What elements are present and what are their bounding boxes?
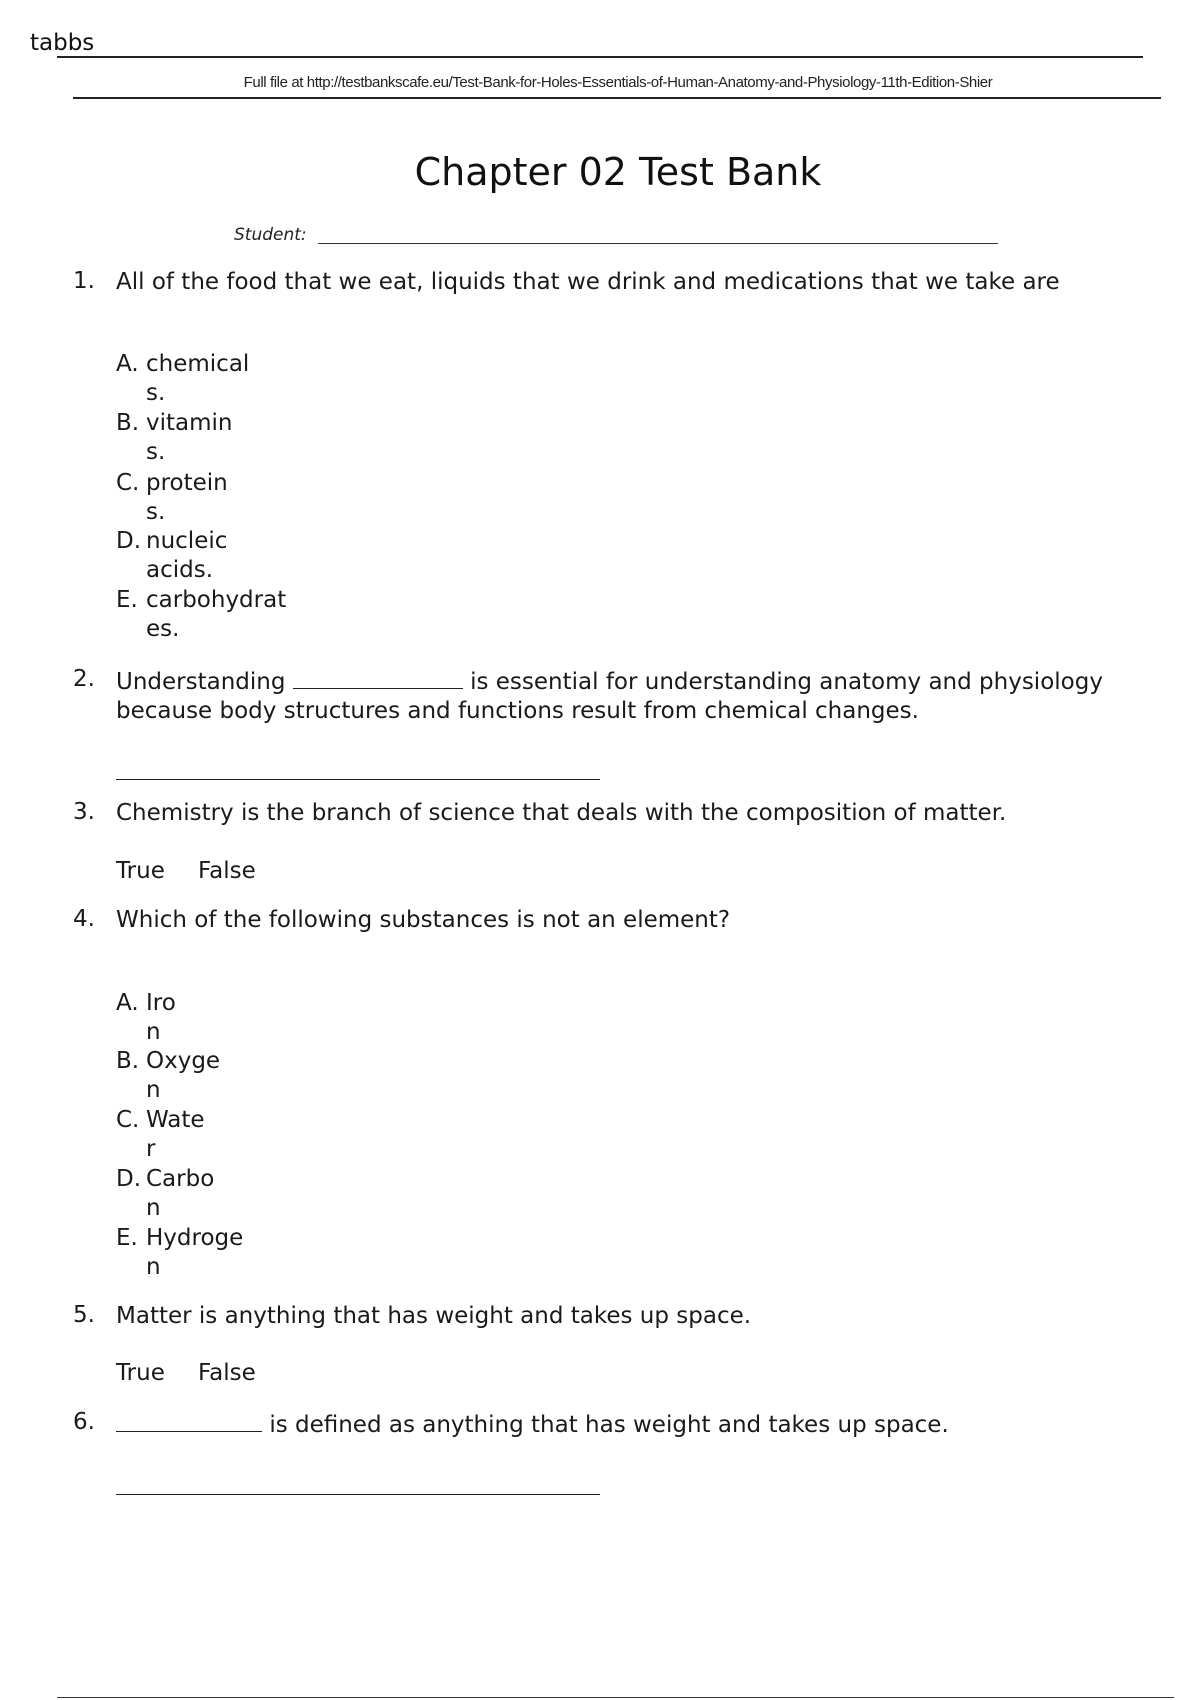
- option-text: Wate: [146, 1107, 205, 1133]
- option-letter: C.: [116, 470, 140, 496]
- option-letter: E.: [116, 587, 138, 613]
- question-text-start: Understanding: [116, 669, 286, 695]
- option-text: vitamin: [146, 410, 233, 436]
- question-text-end: is essential for understanding anatomy and physiology: [470, 669, 1103, 695]
- true-option[interactable]: True: [116, 858, 165, 884]
- option-letter: B.: [116, 410, 140, 436]
- false-option[interactable]: False: [198, 1360, 256, 1386]
- question-text: [116, 666, 1186, 726]
- answer-option[interactable]: [116, 350, 249, 408]
- option-letter: D.: [116, 1166, 142, 1192]
- student-name-field[interactable]: [318, 243, 998, 244]
- question-number: 1.: [73, 268, 95, 294]
- option-text: Hydroge: [146, 1225, 244, 1251]
- answer-option[interactable]: [116, 1106, 205, 1164]
- option-text-wrap: n: [146, 1254, 161, 1280]
- true-option[interactable]: True: [116, 1360, 165, 1386]
- question-number: 5.: [73, 1302, 95, 1328]
- answer-option[interactable]: [116, 409, 233, 467]
- answer-option[interactable]: [116, 1047, 220, 1105]
- option-letter: A.: [116, 351, 139, 377]
- question-number: 3.: [73, 799, 95, 825]
- question-text-end: is defined as anything that has weight and takes up space.: [269, 1412, 949, 1438]
- source-note: Full file at http://testbankscafe.eu/Test-Bank-for-Holes-Essentials-of-Human-Anatomy-and-Physiology-11th-Edition-Shier: [243, 74, 993, 91]
- question-number: 6.: [73, 1409, 95, 1435]
- question-number: 4.: [73, 906, 95, 932]
- option-text-wrap: n: [146, 1077, 161, 1103]
- subheader-rule: [73, 97, 1161, 99]
- option-letter: D.: [116, 528, 142, 554]
- question-number: 2.: [73, 666, 95, 692]
- option-letter: B.: [116, 1048, 140, 1074]
- answer-line[interactable]: [116, 1494, 600, 1495]
- option-text: carbohydrat: [146, 587, 287, 613]
- header-rule: [57, 56, 1143, 58]
- question-text: Matter is anything that has weight and takes up space.: [116, 1303, 752, 1329]
- answer-option[interactable]: [116, 989, 176, 1047]
- option-letter: C.: [116, 1107, 140, 1133]
- false-option[interactable]: False: [198, 858, 256, 884]
- option-text-wrap: r: [146, 1136, 156, 1162]
- option-text: chemical: [146, 351, 250, 377]
- answer-option[interactable]: [116, 1224, 243, 1282]
- question-text: Which of the following substances is not an element?: [116, 907, 731, 933]
- option-letter: E.: [116, 1225, 138, 1251]
- student-label: Student:: [234, 225, 307, 245]
- question-text-line2: because body structures and functions result from chemical changes.: [116, 698, 919, 724]
- page-title: Chapter 02 Test Bank: [414, 150, 822, 194]
- option-text-wrap: s.: [146, 439, 166, 465]
- answer-option[interactable]: [116, 586, 286, 644]
- option-text: Oxyge: [146, 1048, 221, 1074]
- option-text-wrap: s.: [146, 380, 166, 406]
- answer-option[interactable]: [116, 1165, 214, 1223]
- inline-blank: [116, 1409, 262, 1432]
- question-text: All of the food that we eat, liquids that we drink and medications that we take are: [116, 269, 1060, 295]
- option-text: protein: [146, 470, 228, 496]
- inline-blank: [293, 666, 463, 689]
- option-text-wrap: n: [146, 1019, 161, 1045]
- option-text-wrap: acids.: [146, 557, 214, 583]
- answer-option[interactable]: [116, 469, 228, 527]
- option-text: nucleic: [146, 528, 228, 554]
- option-text-wrap: s.: [146, 499, 166, 525]
- option-text: Carbo: [146, 1166, 215, 1192]
- brand-name: tabbs: [30, 30, 95, 56]
- question-text: [116, 1409, 949, 1440]
- option-text-wrap: es.: [146, 616, 180, 642]
- answer-line[interactable]: [116, 779, 600, 780]
- question-text: Chemistry is the branch of science that deals with the composition of matter.: [116, 800, 1007, 826]
- option-letter: A.: [116, 990, 139, 1016]
- option-text: Iro: [146, 990, 176, 1016]
- footer-rule: [57, 1697, 1174, 1698]
- answer-option[interactable]: [116, 527, 227, 585]
- option-text-wrap: n: [146, 1195, 161, 1221]
